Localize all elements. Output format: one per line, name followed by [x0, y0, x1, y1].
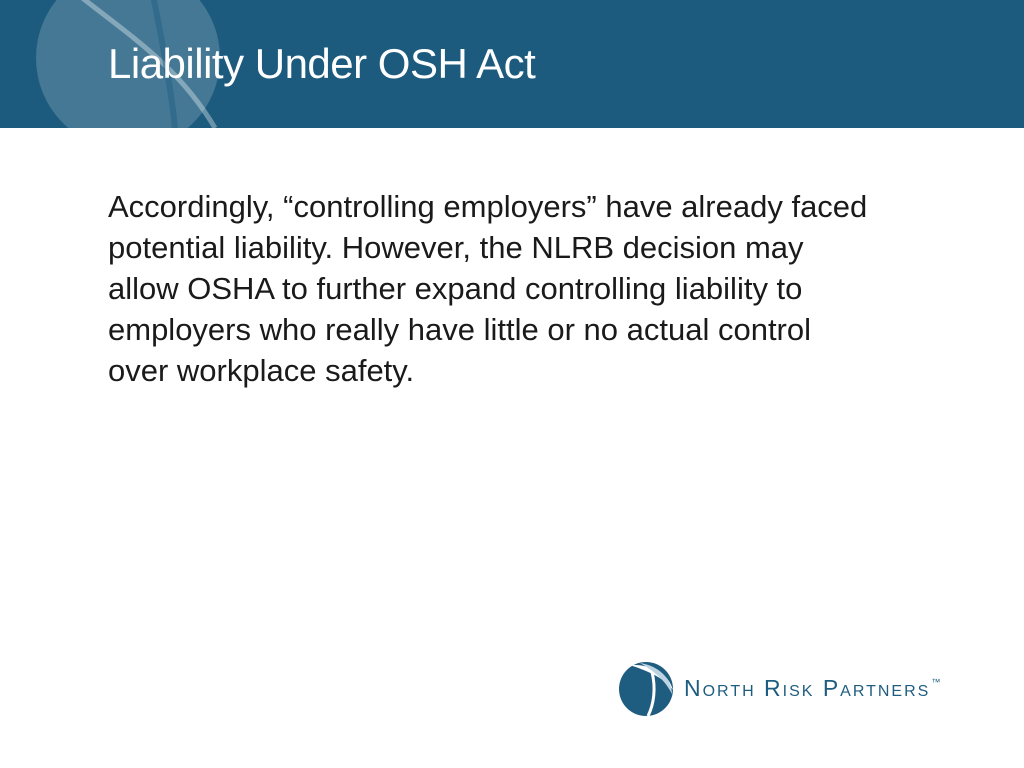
body-line: Accordingly, “controlling employers” have already faced — [108, 189, 868, 224]
company-logo — [616, 658, 996, 720]
slide-title: Liability Under OSH Act — [108, 40, 536, 87]
globe-swoosh-icon — [616, 658, 676, 720]
body-line: employers who really have little or no actual control — [108, 312, 812, 347]
body-line: allow OSHA to further expand controlling liability to — [108, 271, 803, 306]
body-paragraph — [108, 186, 968, 391]
slide-header — [0, 0, 1024, 128]
trademark-symbol: ™ — [931, 677, 941, 687]
body-line: over workplace safety. — [108, 353, 415, 388]
logo-wordmark — [684, 675, 940, 702]
body-line: potential liability. However, the NLRB decision may — [108, 230, 804, 265]
logo-name: North Risk Partners — [684, 675, 931, 701]
